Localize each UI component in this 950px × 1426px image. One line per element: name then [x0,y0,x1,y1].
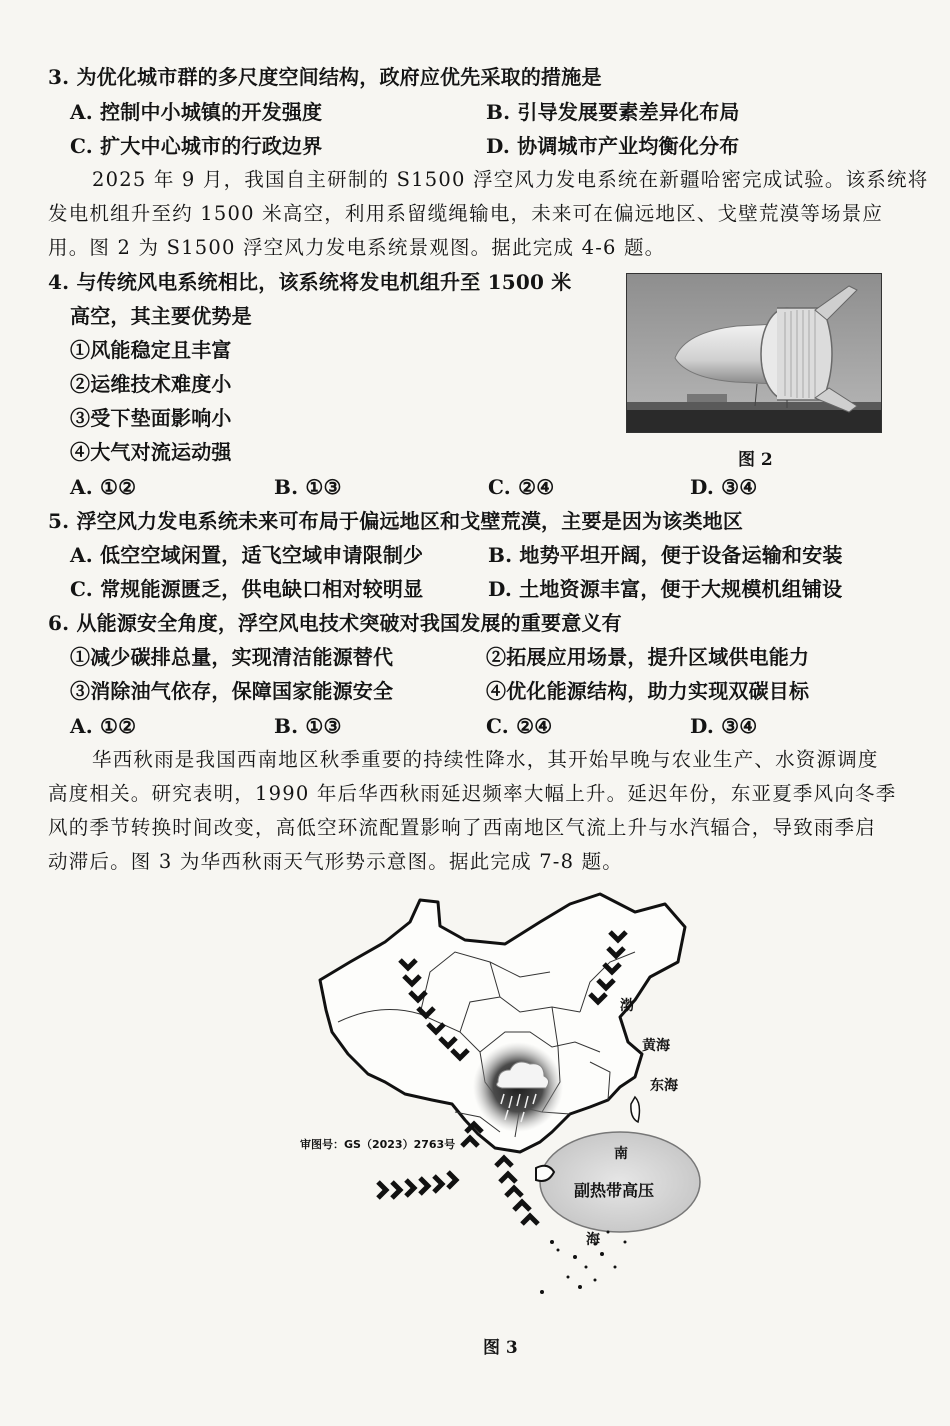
q6-option-b: B. ①③ [274,714,342,738]
figure-3-caption: 图 3 [483,1338,518,1358]
q4-item-1: ①风能稳定且丰富 [70,338,232,362]
passage1-line-2: 发电机组升至约 1500 米高空，利用系留缆绳输电，未来可在偏远地区、戈壁荒漠等场景应 [48,202,884,225]
q3-option-c: C. 扩大中心城市的行政边界 [70,134,323,158]
label-huanghai: 黄海 [642,1038,670,1054]
label-donghai: 东海 [650,1078,678,1094]
figure-2-caption: 图 2 [738,450,773,470]
q6-item-1: ①减少碳排总量，实现清洁能源替代 [70,645,394,669]
q3-option-a: A. 控制中小城镇的开发强度 [70,100,323,124]
q6-item-4: ④优化能源结构，助力实现双碳目标 [486,679,810,703]
southwest-flow-arrows [378,1172,456,1198]
taiwan-island [631,1097,640,1122]
q3-option-d: D. 协调城市产业均衡化分布 [486,134,740,158]
q4-option-d: D. ③④ [690,475,758,499]
q5-option-c: C. 常规能源匮乏，供电缺口相对较明显 [70,577,424,601]
label-nanhai-2: 海 [586,1232,600,1248]
figure-2-turbine-photo [626,273,882,433]
q6-item-3: ③消除油气依存，保障国家能源安全 [70,679,394,703]
q4-stem-line-1: 4. 与传统风电系统相比，该系统将发电机组升至 1500 米 [48,270,572,294]
q4-item-3: ③受下垫面影响小 [70,406,232,430]
passage2-line-1: 华西秋雨是我国西南地区秋季重要的持续性降水，其开始早晚与农业生产、水资源调度 [92,748,879,771]
china-map [290,882,710,1312]
q5-option-b: B. 地势平坦开阔，便于设备运输和安装 [488,543,843,567]
passage1-line-1: 2025 年 9 月，我国自主研制的 S1500 浮空风力发电系统在新疆哈密完成试验。该系统将 [92,168,929,191]
label-review-number: 审图号：GS（2023）2763号 [300,1138,456,1151]
passage2-line-3: 风的季节转换时间改变，高低空环流配置影响了西南地区气流上升与水汽辐合，导致雨季启 [48,816,877,839]
south-sea-islands [540,1231,627,1295]
label-bohai: 渤 [620,998,634,1014]
passage2-line-2: 高度相关。研究表明，1990 年后华西秋雨延迟频率大幅上升。延迟年份，东亚夏季风向冬季 [48,782,897,805]
q6-option-c: C. ②④ [486,714,553,738]
q4-option-a: A. ①② [70,475,137,499]
q3-option-b: B. 引导发展要素差异化布局 [486,100,740,124]
passage2-line-4: 动滞后。图 3 为华西秋雨天气形势示意图。据此完成 7-8 题。 [48,850,624,873]
q3-stem: 3. 为优化城市群的多尺度空间结构，政府应优先采取的措施是 [48,65,602,89]
turbine-illustration [627,274,881,432]
figure-3-weather-map [290,882,710,1312]
q6-stem: 6. 从能源安全角度，浮空风电技术突破对我国发展的重要意义有 [48,611,622,635]
q4-option-c: C. ②④ [488,475,555,499]
q5-stem: 5. 浮空风力发电系统未来可布局于偏远地区和戈壁荒漠，主要是因为该类地区 [48,509,744,533]
q5-option-a: A. 低空空域闲置，适飞空域申请限制少 [70,543,424,567]
q4-option-b: B. ①③ [274,475,342,499]
q4-item-4: ④大气对流运动强 [70,440,232,464]
label-subtropical-high: 副热带高压 [574,1181,655,1200]
q6-item-2: ②拓展应用场景，提升区域供电能力 [486,645,810,669]
q5-option-d: D. 土地资源丰富，便于大规模机组铺设 [488,577,843,601]
label-nanhai-1: 南 [614,1146,628,1162]
q6-option-a: A. ①② [70,714,137,738]
passage1-line-3: 用。图 2 为 S1500 浮空风力发电系统景观图。据此完成 4-6 题。 [48,236,666,259]
q4-item-2: ②运维技术难度小 [70,372,232,396]
q4-stem-line-2: 高空，其主要优势是 [70,304,252,328]
q6-option-d: D. ③④ [690,714,758,738]
